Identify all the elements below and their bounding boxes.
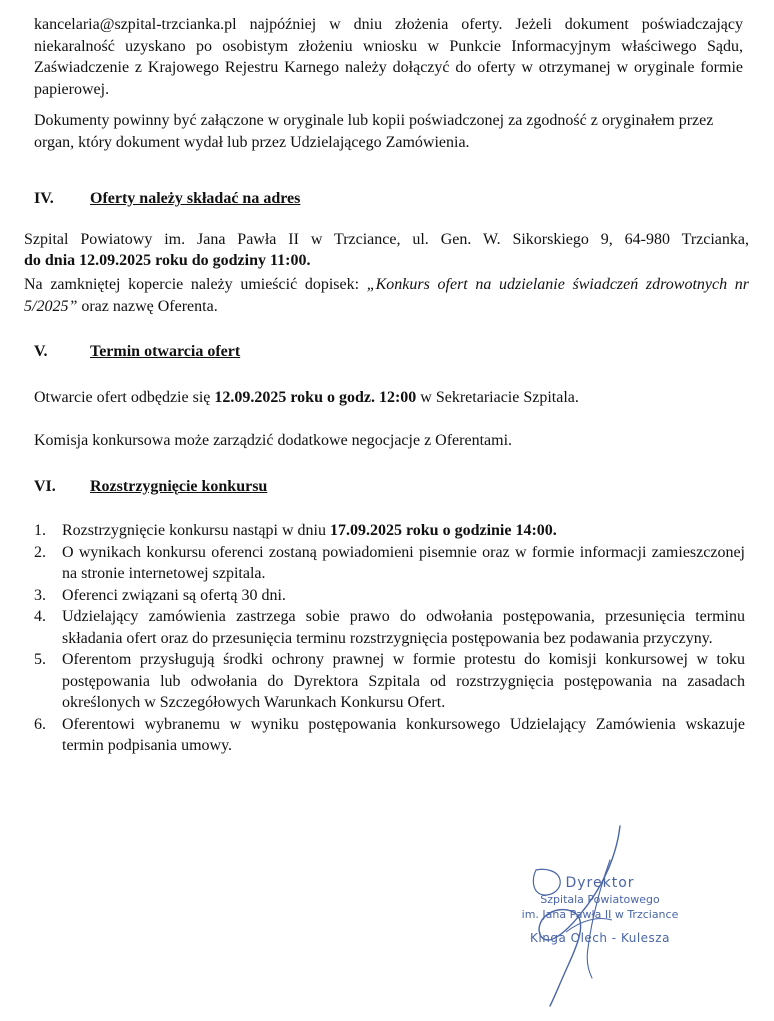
section-6-heading bbox=[34, 476, 434, 498]
section-4-heading bbox=[34, 188, 434, 210]
opening-prefix: Otwarcie ofert odbędzie się bbox=[34, 389, 215, 406]
list-item-text: Oferenci związani są ofertą 30 dni. bbox=[62, 586, 286, 604]
section-5-opening bbox=[34, 387, 743, 409]
section-4-address: Szpital Powiatowy im. Jana Pawła II w Trzciance, ul. Gen. W. Sikorskiego 9, 64-980 Trzcianka, bbox=[24, 231, 749, 248]
envelope-note-italic: „Konkurs ofert na udzielanie świadczeń zdrowotnych nr 5/2025” bbox=[24, 276, 749, 315]
intro-paragraph-2: Dokumenty powinny być załączone w oryginale lub kopii poświadczonej za zgodność z oryginałem przez organ, który dokument wydał lub przez Udzielającego Zamówienia. bbox=[34, 112, 714, 151]
stamp-line-name: Kinga Olech - Kulesza bbox=[530, 931, 670, 945]
envelope-note-suffix: oraz nazwę Oferenta. bbox=[77, 297, 218, 315]
list-item-number: 2. bbox=[34, 543, 46, 561]
list-item-text-main: Rozstrzygnięcie konkursu nastąpi w dniu bbox=[62, 522, 330, 539]
list-item-number: 3. bbox=[34, 586, 46, 604]
list-item-text bbox=[62, 520, 745, 542]
list-item bbox=[34, 606, 745, 649]
list-item-text: Oferentom przysługują środki ochrony prawnej w formie protestu do komisji konkursowej w toku postępowania lub odwołania do Dyrektora Szpitala od rozstrzygnięcia postępowania na zasadach określonych w Szczegółowych Warunkach Konkursu Ofert. bbox=[62, 651, 745, 711]
section-6-title: Rozstrzygnięcie konkursu bbox=[90, 478, 268, 495]
stamp-line-title: Dyrektor bbox=[565, 875, 635, 891]
section-4-number: IV. bbox=[34, 190, 54, 207]
list-item-number: 5. bbox=[34, 651, 46, 668]
section-4-deadline: do dnia 12.09.2025 roku do godziny 11:00. bbox=[24, 252, 311, 269]
stamp-line-institution: Szpitala Powiatowego bbox=[540, 893, 660, 906]
opening-suffix: w Sekretariacie Szpitala. bbox=[416, 389, 579, 406]
section-4-title: Oferty należy składać na adres bbox=[90, 190, 301, 207]
list-item-text: O wynikach konkursu oferenci zostaną powiadomieni pisemnie oraz w formie informacji zamieszczonej na stronie internetowej szpitala. bbox=[62, 543, 745, 582]
section-5-number: V. bbox=[34, 343, 48, 360]
section-6-number: VI. bbox=[34, 478, 56, 495]
list-item-number: 6. bbox=[34, 715, 46, 733]
list-item bbox=[34, 585, 745, 607]
section-4-envelope-note bbox=[24, 274, 749, 317]
list-item-text: Oferentowi wybranemu w wyniku postępowania konkursowego Udzielający Zamówienia wskazuje termin podpisania umowy. bbox=[62, 715, 745, 754]
list-item bbox=[34, 542, 745, 585]
opening-datetime: 12.09.2025 roku o godz. 12:00 bbox=[214, 389, 417, 406]
list-item bbox=[34, 520, 745, 542]
list-item-text: Udzielający zamówienia zastrzega sobie prawo do odwołania postępowania, przesunięcia terminu składania ofert oraz do przesunięcia terminu rozstrzygnięcia postępowania bez podawania przyczyny. bbox=[62, 608, 745, 647]
envelope-note-prefix: Na zamkniętej kopercie należy umieścić dopisek: bbox=[24, 276, 367, 293]
section-5-title: Termin otwarcia ofert bbox=[90, 343, 241, 360]
section-5-negotiations: Komisja konkursowa może zarządzić dodatkowe negocjacje z Oferentami. bbox=[34, 432, 513, 449]
section-5-heading bbox=[34, 341, 434, 363]
list-item-number: 4. bbox=[34, 608, 46, 625]
list-item bbox=[34, 714, 745, 757]
list-item-number: 1. bbox=[34, 522, 46, 539]
stamp-line-location: im. Jana Pawła II w Trzciance bbox=[521, 908, 679, 921]
intro-paragraph-1: kancelaria@szpital-trzcianka.pl najpóźniej w dniu złożenia oferty. Jeżeli dokument poświadczający niekaralność uzyskano po osobistym złożeniu wniosku w Punkcie Informacyjnym właściwego Sądu, Zaświadczenie z Krajowego Rejestru Karnego należy dołączyć do oferty w otrzymanej w oryginale formie papierowej. bbox=[34, 16, 743, 98]
list-item-text-bold: 17.09.2025 roku o godzinie 14:00. bbox=[329, 522, 557, 539]
section-6-list bbox=[34, 520, 745, 757]
director-stamp bbox=[470, 820, 730, 1010]
list-item bbox=[34, 649, 745, 714]
